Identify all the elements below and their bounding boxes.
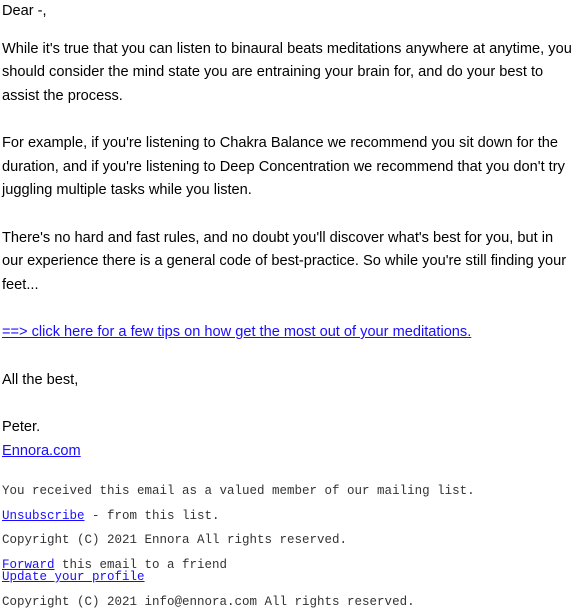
update-profile-line: [2, 571, 578, 584]
forward-suffix: this email to a friend: [54, 557, 228, 572]
unsubscribe-line: [2, 510, 578, 523]
tips-line: [2, 321, 578, 345]
signoff: All the best,: [2, 371, 79, 388]
unsubscribe-suffix: - from this list.: [84, 508, 220, 523]
email-footer: [2, 485, 578, 608]
tips-link[interactable]: ==> click here for a few tips on how get the most out of your meditations.: [2, 324, 472, 340]
paragraph-1: While it's true that you can listen to binaural beats meditations anywhere at anytime, you should consider the mind state you are entraining your brain for, and do your best to assist the process.: [2, 40, 572, 104]
update-profile-link[interactable]: Update your profile: [2, 570, 145, 584]
email-content: [2, 0, 578, 608]
copyright-info: Copyright (C) 2021 info@ennora.com All rights reserved.: [2, 594, 415, 609]
ennora-link[interactable]: Ennora.com: [2, 442, 81, 459]
paragraph-3: There's no hard and fast rules, and no doubt you'll discover what's best for you, but in our experience there is a general code of best-practice. So while you're still finding your feet...: [2, 229, 567, 293]
copyright-ennora: Copyright (C) 2021 Ennora All rights reserved.: [2, 533, 348, 547]
signature-name: Peter.: [2, 419, 41, 435]
paragraph-2: For example, if you're listening to Chakra Balance we recommend you sit down for the duration, and if you're listening to Deep Concentration we recommend that you don't try juggling multiple tasks while you listen.: [2, 135, 565, 198]
email-body: [2, 0, 578, 463]
forward-link[interactable]: Forward: [2, 557, 55, 572]
member-notice: You received this email as a valued member of our mailing list.: [2, 484, 475, 498]
greeting: Dear -,: [2, 3, 47, 19]
signature-line: [2, 440, 578, 464]
unsubscribe-link[interactable]: Unsubscribe: [2, 508, 85, 523]
